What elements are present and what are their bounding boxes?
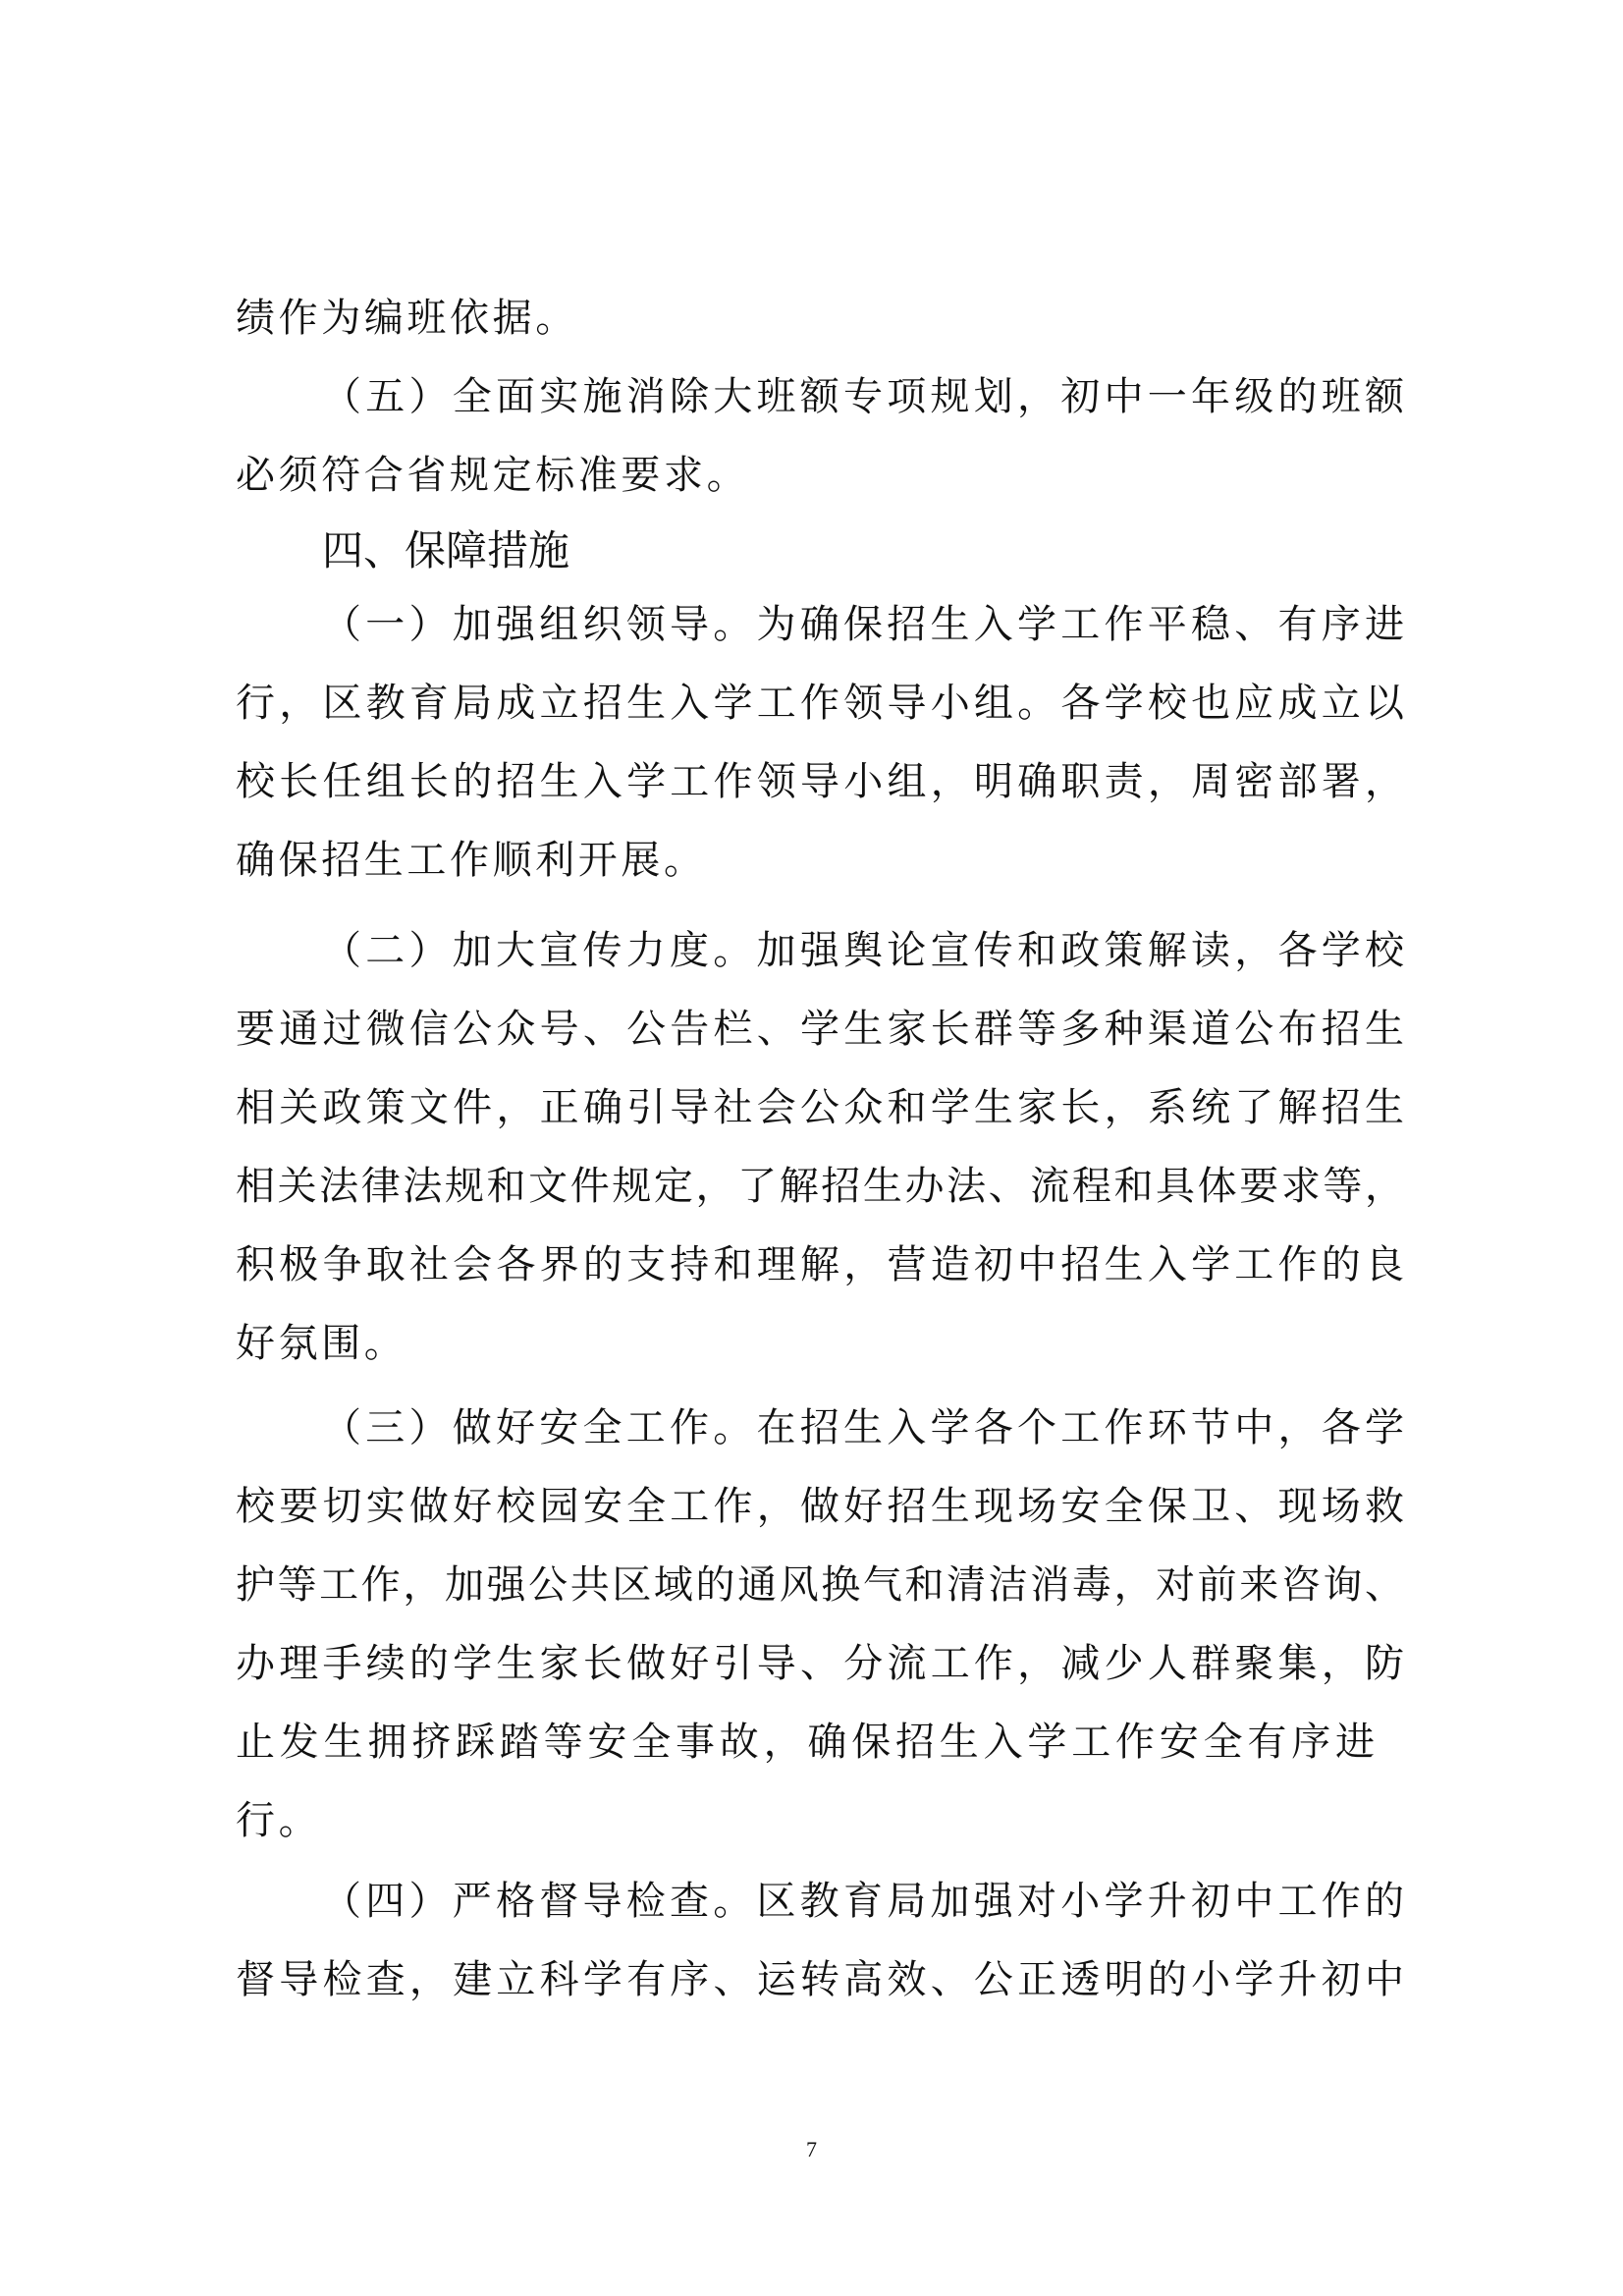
- section-heading: 四、保障措施: [322, 526, 570, 574]
- paragraph-1-line: （一）加强组织领导。为确保招生入学工作平稳、有序进: [322, 602, 1404, 647]
- paragraph-2-line: 相关法律法规和文件规定，了解招生办法、流程和具体要求等，: [236, 1164, 1404, 1209]
- paragraph-2-line: 积极争取社会各界的支持和理解，营造初中招生入学工作的良: [236, 1242, 1404, 1287]
- paragraph-3-line: 校要切实做好校园安全工作，做好招生现场安全保卫、现场救: [236, 1484, 1404, 1529]
- paragraph-2-line: （二）加大宣传力度。加强舆论宣传和政策解读，各学校: [322, 928, 1404, 973]
- paragraph-2-line: 相关政策文件，正确引导社会公众和学生家长，系统了解招生: [236, 1085, 1404, 1130]
- paragraph-3-line: （三）做好安全工作。在招生入学各个工作环节中，各学: [322, 1405, 1404, 1450]
- paragraph-4-line: 督导检查，建立科学有序、运转高效、公正透明的小学升初中: [236, 1957, 1404, 2002]
- paragraph-1-line: 行，区教育局成立招生入学工作领导小组。各学校也应成立以: [236, 681, 1404, 726]
- paragraph-3-line: 止发生拥挤踩踏等安全事故，确保招生入学工作安全有序进: [236, 1720, 1375, 1765]
- paragraph-1-line: 确保招生工作顺利开展。: [236, 838, 707, 883]
- page-number: 7: [806, 2137, 817, 2161]
- paragraph-1-line: 校长任组长的招生入学工作领导小组，明确职责，周密部署，: [236, 759, 1404, 804]
- paragraph-3-line: 行。: [236, 1798, 322, 1843]
- paragraph-3-line: 护等工作，加强公共区域的通风换气和清洁消毒，对前来咨询、: [236, 1562, 1404, 1608]
- paragraph-3-line: 办理手续的学生家长做好引导、分流工作，减少人群聚集，防: [236, 1641, 1404, 1686]
- paragraph-4-line: （四）严格督导检查。区教育局加强对小学升初中工作的: [322, 1879, 1404, 1924]
- paragraph-5-line: 必须符合省规定标准要求。: [236, 453, 750, 498]
- paragraph-line: 绩作为编班依据。: [236, 296, 578, 341]
- paragraph-5-line: （五）全面实施消除大班额专项规划，初中一年级的班额: [322, 374, 1404, 419]
- paragraph-2-line: 要通过微信公众号、公告栏、学生家长群等多种渠道公布招生: [236, 1007, 1404, 1052]
- paragraph-2-line: 好氛围。: [236, 1321, 407, 1366]
